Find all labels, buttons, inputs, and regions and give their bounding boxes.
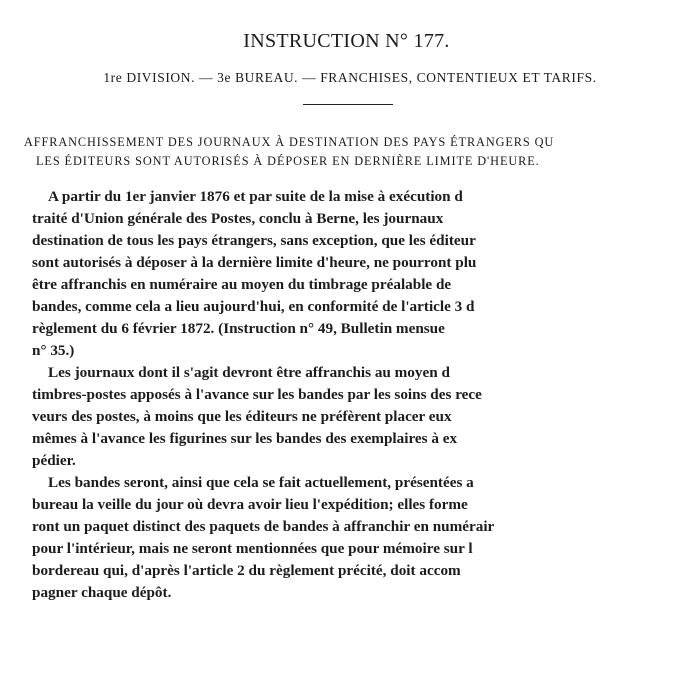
text-line: mêmes à l'avance les figurines sur les bandes des exemplaires à ex <box>32 430 458 447</box>
division-heading: 1re DIVISION. — 3e BUREAU. — FRANCHISES, CONTENTIEUX ET TARIFS. <box>103 70 597 85</box>
text-line: Les bandes seront, ainsi que cela se fait actuellement, présentées a <box>48 474 474 491</box>
text-line: Les journaux dont il s'agit devront être affranchis au moyen d <box>48 364 450 381</box>
body-text <box>32 186 677 604</box>
text-line: traité d'Union générale des Postes, conclu à Berne, les journaux <box>32 210 444 227</box>
text-line: bandes, comme cela a lieu aujourd'hui, en conformité de l'article 3 d <box>32 298 475 315</box>
subject-heading <box>24 133 672 171</box>
text-line: destination de tous les pays étrangers, sans exception, que les éditeur <box>32 232 476 249</box>
paragraph-1 <box>32 186 677 362</box>
text-line: veurs des postes, à moins que les éditeurs ne préfèrent placer eux <box>32 408 452 425</box>
paragraph-3 <box>32 472 677 604</box>
text-line: timbres-postes apposés à l'avance sur les bandes par les soins des rece <box>32 386 482 403</box>
text-line: bureau la veille du jour où devra avoir lieu l'expédition; elles forme <box>32 496 468 513</box>
text-line: bordereau qui, d'après l'article 2 du règlement précité, doit accom <box>32 562 461 579</box>
text-line: règlement du 6 février 1872. (Instruction n° 49, Bulletin mensue <box>32 320 445 337</box>
text-line: A partir du 1er janvier 1876 et par suite de la mise à exécution d <box>48 188 463 205</box>
subject-line: LES ÉDITEURS SONT AUTORISÉS À DÉPOSER EN DERNIÈRE LIMITE D'HEURE. <box>36 154 540 168</box>
text-line: ront un paquet distinct des paquets de bandes à affranchir en numérair <box>32 518 495 535</box>
subject-line: AFFRANCHISSEMENT DES JOURNAUX À DESTINATION DES PAYS ÉTRANGERS QU <box>24 135 555 149</box>
heading-divider <box>303 104 393 105</box>
text-line: n° 35.) <box>32 342 75 359</box>
text-line: pour l'intérieur, mais ne seront mentionnées que pour mémoire sur l <box>32 540 473 557</box>
text-line: être affranchis en numéraire au moyen du timbrage préalable de <box>32 276 452 293</box>
text-line: pagner chaque dépôt. <box>32 584 172 601</box>
text-line: sont autorisés à déposer à la dernière limite d'heure, ne pourront plu <box>32 254 477 271</box>
paragraph-2 <box>32 362 677 472</box>
text-line: pédier. <box>32 452 76 469</box>
instruction-title: INSTRUCTION N° 177. <box>243 30 450 52</box>
